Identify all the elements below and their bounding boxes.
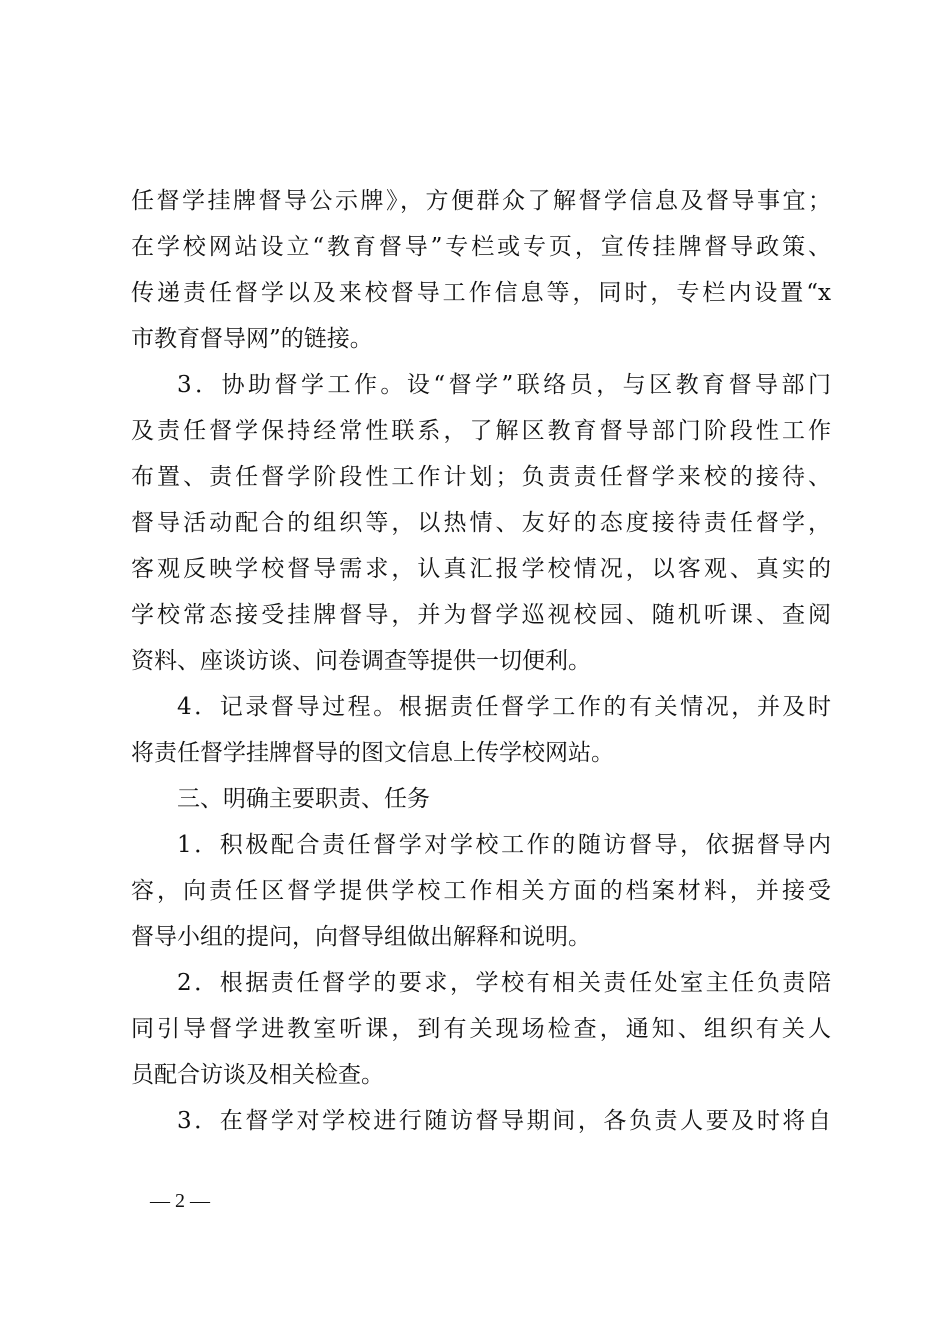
text-line: 容，向责任区督学提供学校工作相关方面的档案材料，并接受	[131, 878, 831, 904]
text-line: 布置、责任督学阶段性工作计划；负责责任督学来校的接待、	[131, 464, 831, 490]
page-number: — 2 —	[150, 1190, 210, 1212]
text-line: 督导活动配合的组织等，以热情、友好的态度接待责任督学，	[131, 510, 831, 536]
text-line: 任督学挂牌督导公示牌》，方便群众了解督学信息及督导事宜；	[131, 188, 831, 214]
text-line: 在学校网站设立“教育督导”专栏或专页，宣传挂牌督导政策、	[131, 234, 831, 260]
text-line: 3．协助督学工作。设“督学”联络员，与区教育督导部门	[177, 372, 831, 398]
text-line: 督导小组的提问，向督导组做出解释和说明。	[131, 924, 591, 950]
text-line: 3．在督学对学校进行随访督导期间，各负责人要及时将自	[177, 1108, 831, 1134]
text-line: 及责任督学保持经常性联系，了解区教育督导部门阶段性工作	[131, 418, 831, 444]
section-heading: 三、明确主要职责、任务	[177, 786, 430, 812]
text-line: 将责任督学挂牌督导的图文信息上传学校网站。	[131, 740, 614, 766]
text-line: 2．根据责任督学的要求，学校有相关责任处室主任负责陪	[177, 970, 831, 996]
document-body	[131, 178, 831, 1144]
text-line: 员配合访谈及相关检查。	[131, 1062, 384, 1088]
text-line: 市教育督导网”的链接。	[131, 326, 373, 352]
text-line: 同引导督学进教室听课，到有关现场检查，通知、组织有关人	[131, 1016, 831, 1042]
text-line: 传递责任督学以及来校督导工作信息等，同时，专栏内设置“x	[131, 280, 831, 306]
text-line: 客观反映学校督导需求，认真汇报学校情况，以客观、真实的	[131, 556, 831, 582]
text-line: 学校常态接受挂牌督导，并为督学巡视校园、随机听课、查阅	[131, 602, 831, 628]
text-line: 资料、座谈访谈、问卷调查等提供一切便利。	[131, 648, 591, 674]
text-line: 4．记录督导过程。根据责任督学工作的有关情况，并及时	[177, 694, 831, 720]
text-line: 1．积极配合责任督学对学校工作的随访督导，依据督导内	[177, 832, 831, 858]
